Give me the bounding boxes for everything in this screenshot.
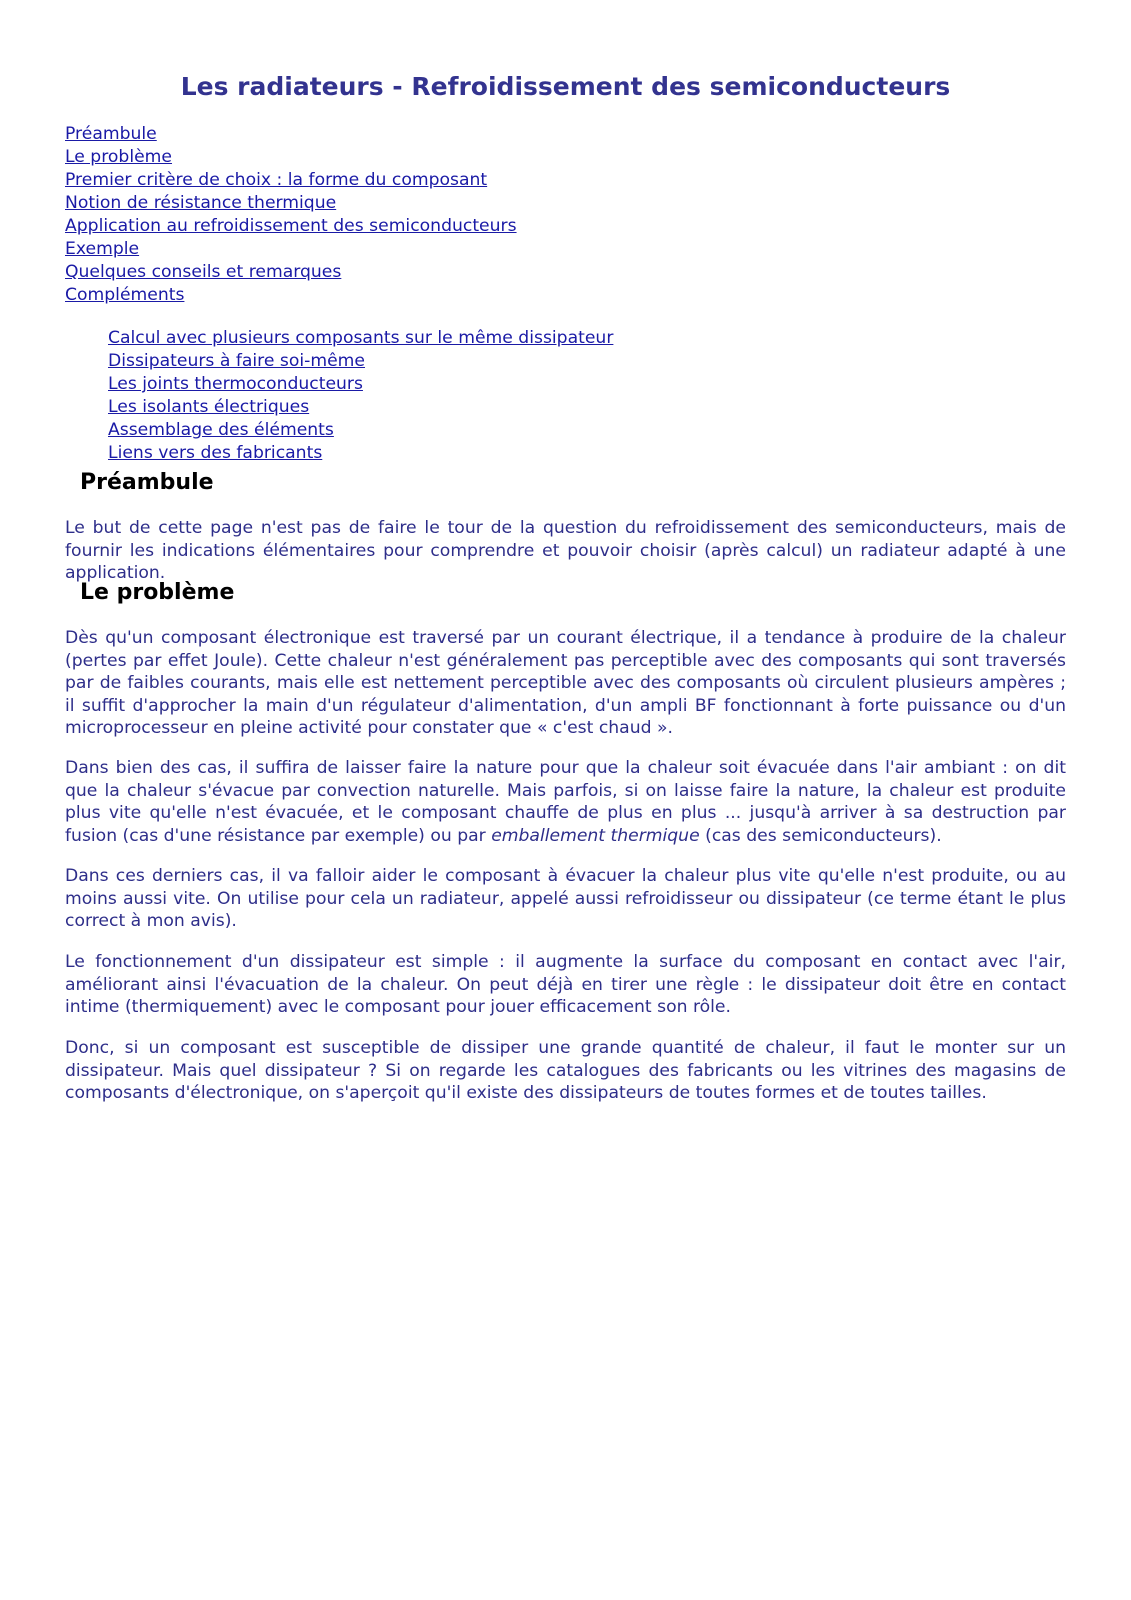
- paragraph-probleme-2: [65, 757, 1066, 847]
- paragraph-probleme-1: Dès qu'un composant électronique est traversé par un courant électrique, il a tendance à produire de la chaleur (pertes par effet Joule). Cette chaleur n'est généralement pas perceptible avec des composants qui sont traversés par de faibles courants, mais elle est nettement perceptible avec des composants où circulent plusieurs ampères ; il suffit d'approcher la main d'un régulateur d'alimentation, d'un ampli BF fonctionnant à forte puissance ou d'un microprocesseur en pleine activité pour constater que « c'est chaud ».: [65, 628, 1066, 738]
- toc-link-exemple[interactable]: Exemple: [65, 239, 140, 259]
- subtoc-link-fabricants[interactable]: Liens vers des fabricants: [108, 443, 323, 463]
- subtoc-link-calcul[interactable]: Calcul avec plusieurs composants sur le même dissipateur: [108, 328, 614, 348]
- subtoc-link-assemblage[interactable]: Assemblage des éléments: [108, 420, 334, 440]
- emphasis-emballement: emballement thermique: [491, 825, 700, 846]
- paragraph-probleme-2-start: Dans bien des cas, il suffira de laisser faire la nature pour que la chaleur soit évacuée dans l'air ambiant : on dit que la chaleur s'évacue par convection naturelle. Mais parfois, si on laisse faire la nature, la chaleur est produite plus vite qu'elle n'est évacuée, et le composant chauffe de plus en plus ... jusqu'à arriver à sa destruction par fusion (cas d'une résistance par exemple) ou par: [65, 758, 1066, 846]
- paragraph-probleme-5: Donc, si un composant est susceptible de dissiper une grande quantité de chaleur, il faut le monter sur un dissipateur. Mais quel dissipateur ? Si on regarde les catalogues des fabricants ou les vitrines des magasins de composants d'électronique, on s'aperçoit qu'il existe des dissipateurs de toutes formes et de toutes tailles.: [65, 1038, 1066, 1103]
- subtoc-link-joints[interactable]: Les joints thermoconducteurs: [108, 374, 363, 394]
- subtoc-link-isolants[interactable]: Les isolants électriques: [108, 397, 310, 417]
- paragraph-probleme-2-end: (cas des semiconducteurs).: [699, 825, 942, 846]
- toc-link-probleme[interactable]: Le problème: [65, 147, 173, 167]
- toc-link-conseils[interactable]: Quelques conseils et remarques: [65, 262, 342, 282]
- toc-link-application[interactable]: Application au refroidissement des semiconducteurs: [65, 216, 517, 236]
- subtoc-link-soi-meme[interactable]: Dissipateurs à faire soi-même: [108, 351, 365, 371]
- heading-probleme: Le problème: [80, 580, 235, 605]
- paragraph-preambule: Le but de cette page n'est pas de faire le tour de la question du refroidissement des semiconducteurs, mais de fournir les indications élémentaires pour comprendre et pouvoir choisir (après calcul) un radiateur adapté à une application.: [65, 518, 1066, 583]
- table-of-contents: [65, 123, 517, 307]
- toc-link-preambule[interactable]: Préambule: [65, 124, 157, 144]
- paragraph-probleme-4: Le fonctionnement d'un dissipateur est simple : il augmente la surface du composant en contact avec l'air, améliorant ainsi l'évacuation de la chaleur. On peut déjà en tirer une règle : le dissipateur doit être en contact intime (thermiquement) avec le composant pour jouer efficacement son rôle.: [65, 952, 1066, 1017]
- page-title: Les radiateurs - Refroidissement des semiconducteurs: [180, 72, 951, 101]
- paragraph-probleme-3: Dans ces derniers cas, il va falloir aider le composant à évacuer la chaleur plus vite qu'elle n'est produite, ou au moins aussi vite. On utilise pour cela un radiateur, appelé aussi refroidisseur ou dissipateur (ce terme étant le plus correct à mon avis).: [65, 866, 1066, 931]
- toc-link-complements[interactable]: Compléments: [65, 285, 185, 305]
- heading-preambule: Préambule: [80, 470, 214, 495]
- sub-table-of-contents: [108, 327, 613, 465]
- toc-link-premier-critere[interactable]: Premier critère de choix : la forme du composant: [65, 170, 488, 190]
- toc-link-resistance-thermique[interactable]: Notion de résistance thermique: [65, 193, 337, 213]
